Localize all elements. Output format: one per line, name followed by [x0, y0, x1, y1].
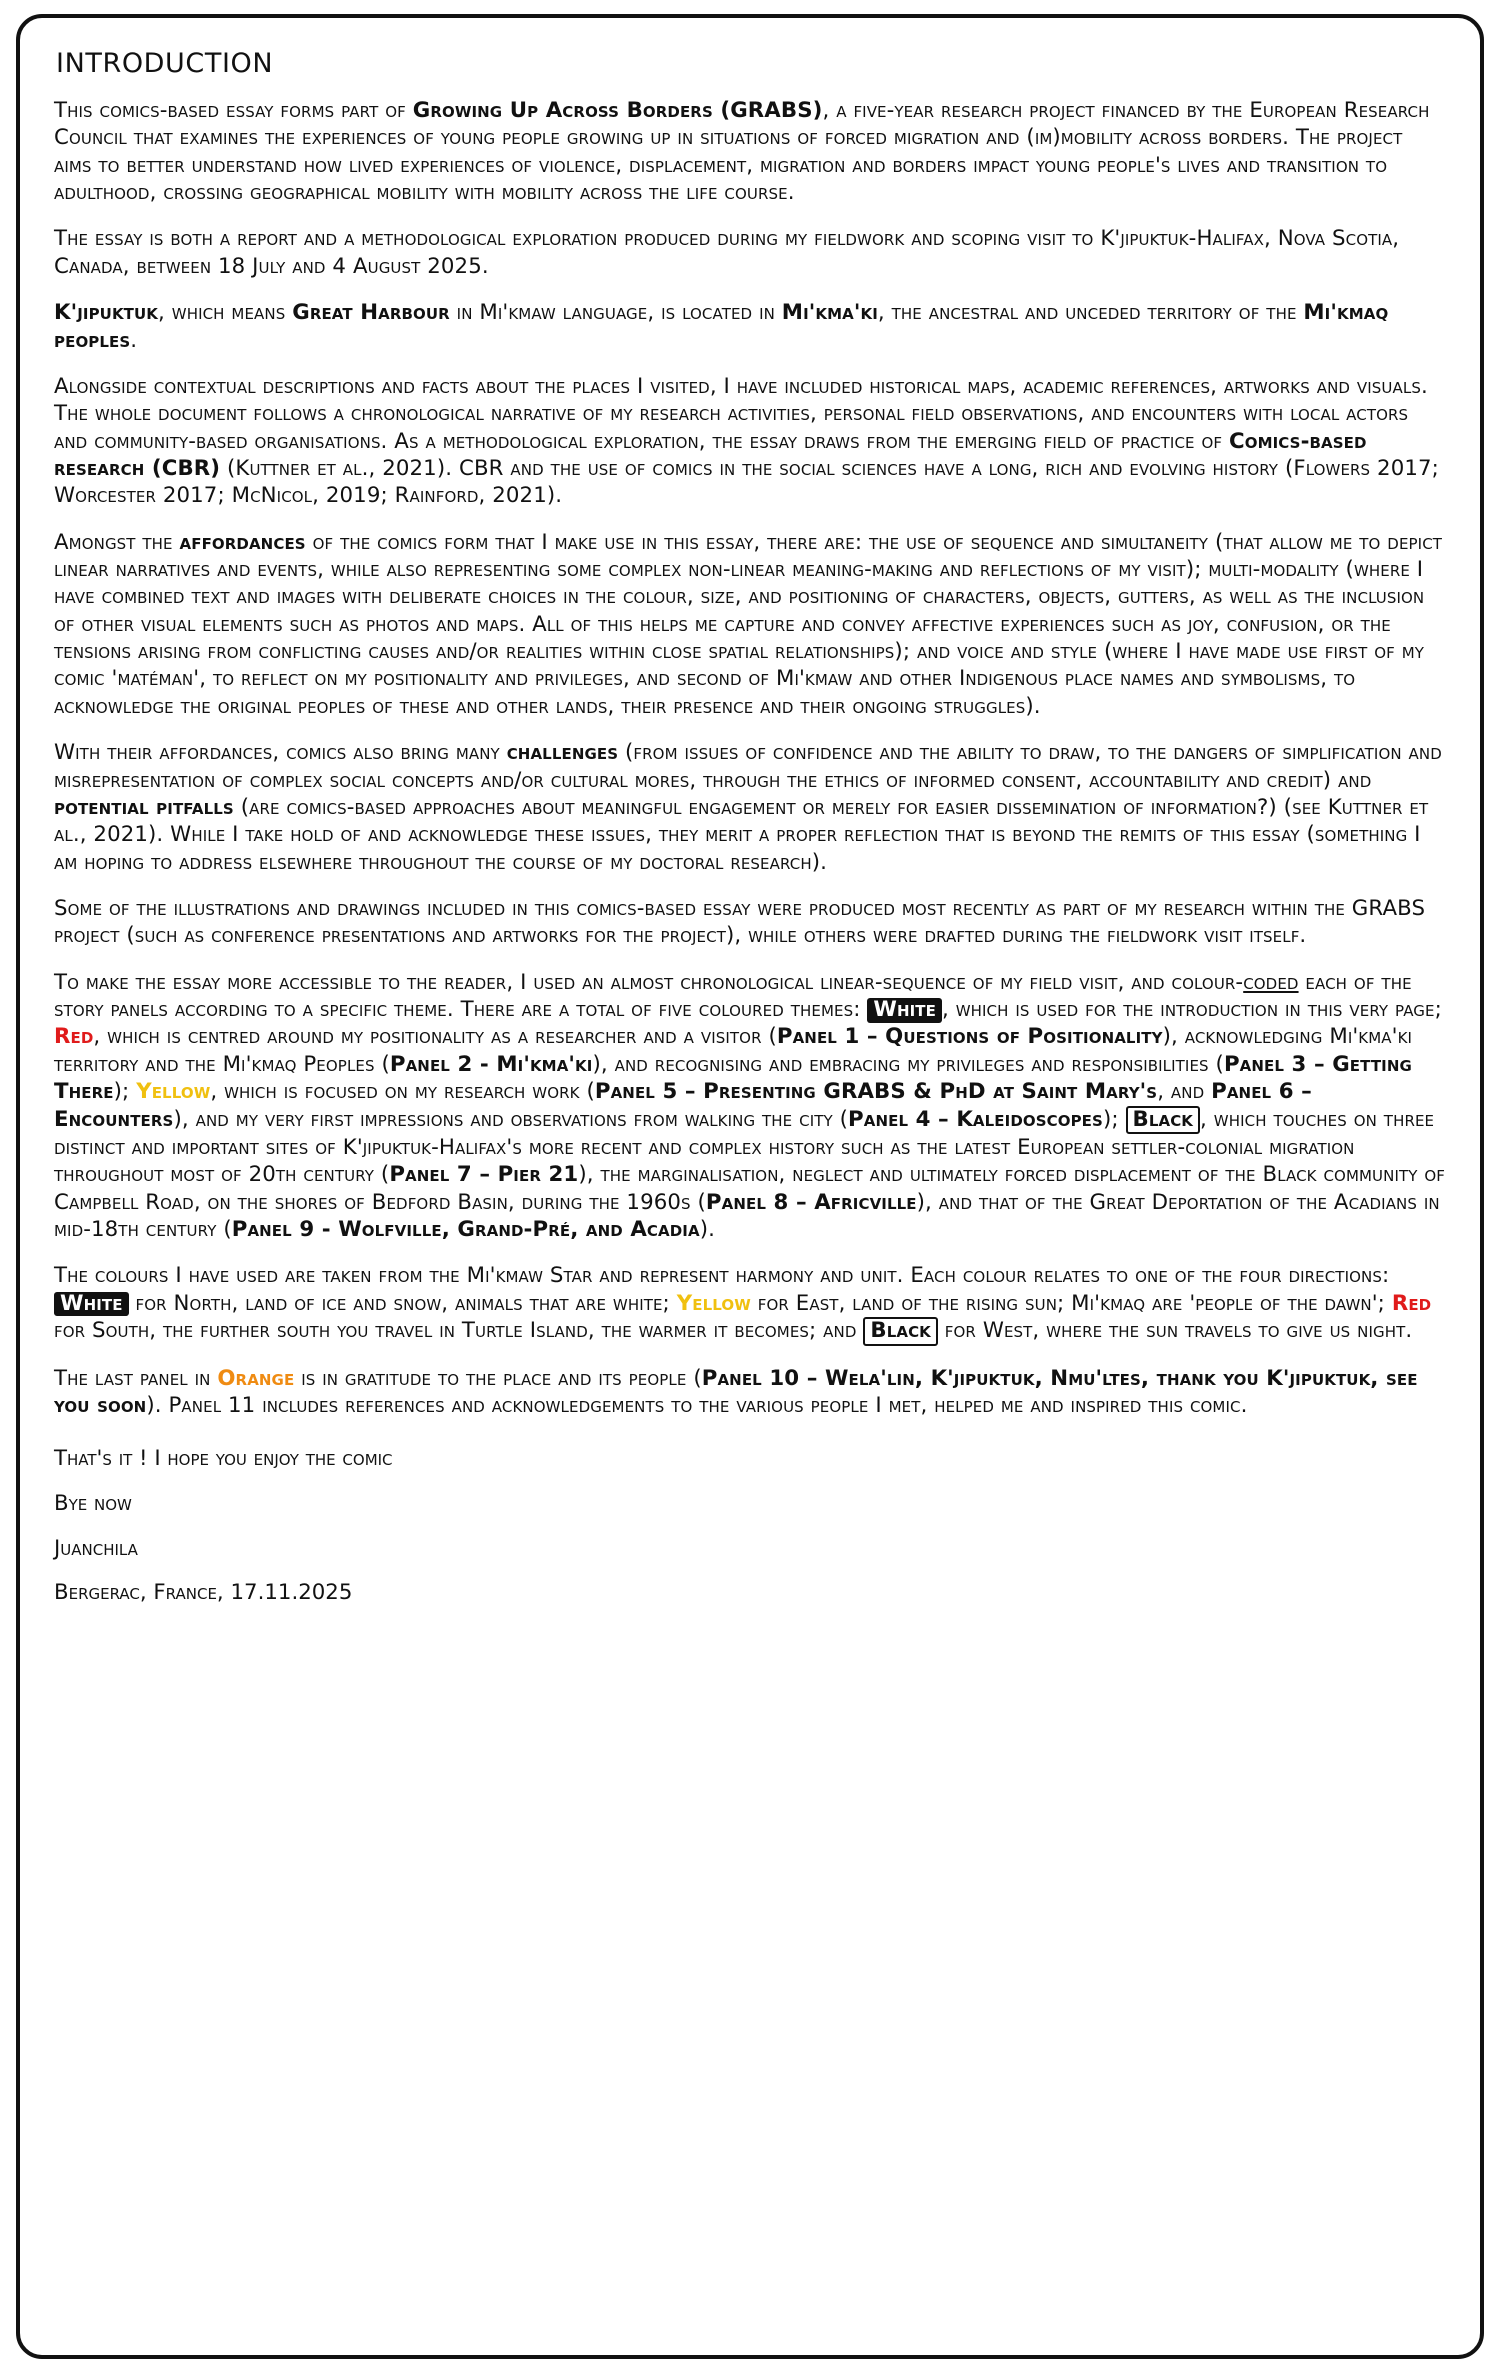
- colour-chip-orange: Orange: [217, 1365, 295, 1391]
- text-run: coded: [1243, 969, 1299, 995]
- text-run: for East, land of the rising sun; Mi'kmaq are 'people of the dawn';: [750, 1290, 1392, 1316]
- text-run: ), and my very first impressions and observations from walking the city (: [173, 1106, 849, 1132]
- text-run: , which touches on three distinct and important sites of K'jipuktuk-Halifax's more recent and complex history such as the latest European settler-colonial migration throughout most of 20th century (: [54, 1106, 1435, 1188]
- panel-ref-10: Panel 10 – Wela'lin, K'jipuktuk, Nmu'ltes, thank you K'jipuktuk, see you soon: [54, 1365, 1418, 1418]
- text-run: Great Harbour: [292, 300, 450, 326]
- text-run: ). Panel 11 includes references and acknowledgements to the various people I met, helped me and inspired this comic.: [146, 1392, 1248, 1418]
- panel-ref-9: Panel 9 - Wolfville, Grand-Pré, and Acadia: [231, 1217, 700, 1243]
- text-run: To make the essay more accessible to the reader, I used an almost chronological linear-sequence of my field visit, and colour-: [54, 969, 1244, 995]
- page-title: INTRODUCTION: [56, 48, 274, 79]
- text-run: in Mi'kmaw language, is located in: [449, 300, 782, 326]
- text-run: );: [113, 1079, 137, 1105]
- text-run: Mi'kmaq peoples: [54, 300, 1389, 353]
- signoff-line-1: That's it ! I hope you enjoy the comic: [54, 1446, 393, 1472]
- text-run: K'jipuktuk: [54, 300, 159, 326]
- paragraph-affordances: [54, 529, 1446, 721]
- text-run: ), and that of the Great Deportation of the Acadians in mid-18th century (: [54, 1189, 1440, 1243]
- text-run: of the comics form that I make use in this essay, there are: the use of sequence and simultaneity (that allow me to depict linear narratives and events, while also representing some complex non-linear meaning-making and reflections of my visit); multi-modality (where I have combined text and images with deliberate choices in the colour, size, and positioning of characters, objects, gutters, as well as the inclusion of other visual elements such as photos and maps. All of this helps me capture and convey affective experiences such as joy, confusion, or the tensions arising from conflicting causes and/or realities within close spatial relationships); and voice and style (where I have made use first of my comic 'matéman', to reflect on my positionality and privileges, and second of Mi'kmaw and other Indigenous place names and symbolisms, to acknowledge the original peoples of these and other lands, their presence and their ongoing struggles).: [54, 529, 1443, 719]
- text-run: Amongst the: [54, 529, 180, 555]
- term-cbr: Comics-based research (CBR): [54, 428, 1367, 481]
- paragraph-colour-themes: [54, 969, 1446, 1244]
- panel-ref-3: Panel 3 – Getting There: [54, 1051, 1412, 1105]
- signoff-place-date: Bergerac, France, 17.11.2025: [54, 1580, 353, 1606]
- paragraph-methodology: [54, 373, 1446, 510]
- panel-ref-8: Panel 8 – Africville: [705, 1189, 917, 1215]
- term-affordances: affordances: [179, 529, 306, 555]
- project-name: Growing Up Across Borders (GRABS): [412, 98, 823, 123]
- text-run: for North, land of ice and snow, animals that are white;: [128, 1290, 677, 1316]
- text-run: is in gratitude to the place and its people (: [294, 1365, 702, 1391]
- text-run: The last panel in: [54, 1365, 218, 1391]
- text-run: ), the marginalisation, neglect and ultimately forced displacement of the Black community of Campbell Road, on the shores of Bedford Basin, during the 1960s (: [54, 1162, 1446, 1215]
- text-run: , a five-year research project financed by the European Research Council that examines the experiences of young people growing up in situations of forced migration and (im)mobility across borders. The project aims to better understand how lived experiences of violence, displacement, migration and borders impact young people's lives and transition to adulthood, crossing geographical mobility with mobility across the life course.: [54, 98, 1430, 206]
- text-run: (Kuttner et al., 2021). CBR and the use of comics in the social sciences have a long, rich and evolving history (Flowers 2017; Worcester 2017; McNicol, 2019; Rainford, 2021).: [54, 455, 1439, 509]
- paragraph-project-intro: [54, 97, 1446, 206]
- text-run: , which means: [158, 300, 293, 326]
- colour-chip-black: Black: [1126, 1106, 1201, 1134]
- colour-chip-yellow: Yellow: [136, 1079, 211, 1105]
- introduction-panel: [16, 14, 1484, 2359]
- paragraph-challenges: [54, 739, 1446, 876]
- panel-ref-1: Panel 1 – Questions of Positionality: [776, 1024, 1163, 1050]
- signoff-line-2: Bye now: [54, 1491, 132, 1517]
- paragraph-essay-scope: The essay is both a report and a methodological exploration produced during my fieldwork and scoping visit to K'jipuktuk-Halifax, Nova Scotia, Canada, between 18 July and 4 August 2025.: [54, 226, 1400, 279]
- signoff-block: [54, 1445, 1446, 1607]
- text-run: ), and recognising and embracing my privileges and responsibilities (: [592, 1051, 1224, 1077]
- colour-chip-white: White: [867, 998, 942, 1022]
- colour-chip-red: Red: [54, 1024, 94, 1050]
- term-challenges: challenges: [506, 740, 619, 766]
- text-run: each of the story panels according to a specific theme. There are a total of five coloured themes:: [54, 969, 1412, 1023]
- panel-ref-5: Panel 5 – Presenting GRABS & PhD at Saint Mary's: [594, 1079, 1158, 1105]
- text-run: This comics-based essay forms part of: [54, 98, 413, 123]
- paragraph-kjipuktuk: [54, 299, 1446, 354]
- text-run: , the ancestral and unceded territory of the: [877, 300, 1304, 326]
- text-run: );: [1102, 1106, 1126, 1132]
- text-run: , which is used for the introduction in this very page;: [941, 997, 1442, 1023]
- text-run: for West, where the sun travels to give us night.: [937, 1318, 1413, 1344]
- text-run: for South, the further south you travel in Turtle Island, the warmer it becomes; and: [54, 1318, 864, 1344]
- text-run: The colours I have used are taken from the Mi'kmaw Star and represent harmony and unit. Each colour relates to one of the four directions:: [54, 1263, 1390, 1289]
- text-run: (are comics-based approaches about meaningful engagement or merely for easier dissemination of information?) (see Kuttner et al., 2021). While I take hold of and acknowledge these issues, they merit a proper reflection that is beyond the remits of this essay (something I am hoping to address elsewhere throughout the course of my doctoral research).: [54, 794, 1429, 875]
- text-run: (from issues of confidence and the ability to draw, to the dangers of simplification and misrepresentation of complex social concepts and/or cultural mores, through the ethics of informed consent, accountability and credit) and: [54, 740, 1442, 793]
- signoff-author: Juanchila: [54, 1535, 138, 1561]
- text-run: .: [130, 327, 138, 353]
- colour-chip-red-directions: Red: [1391, 1290, 1432, 1316]
- colour-chip-yellow-directions: Yellow: [676, 1290, 751, 1316]
- panel-ref-2: Panel 2 - Mi'kma'ki: [389, 1051, 593, 1077]
- panel-ref-7: Panel 7 – Pier 21: [389, 1162, 579, 1188]
- term-pitfalls: potential pitfalls: [54, 794, 234, 820]
- colour-chip-black-directions: Black: [863, 1317, 938, 1345]
- paragraph-mikmaw-star-colours: [54, 1262, 1446, 1345]
- text-run: , and: [1157, 1079, 1212, 1105]
- text-run: , which is centred around my positionality as a researcher and a visitor (: [93, 1024, 777, 1050]
- panel-ref-6: Panel 6 – Encounters: [54, 1079, 1312, 1132]
- text-run: ).: [699, 1217, 715, 1243]
- paragraph-illustrations: Some of the illustrations and drawings included in this comics-based essay were produced most recently as part of my research within the GRABS project (such as conference presentations and artworks for the project), while others were drafted during the fieldwork visit itself.: [54, 895, 1426, 949]
- colour-chip-white-directions: White: [54, 1292, 129, 1316]
- paragraph-last-panel: [54, 1365, 1446, 1420]
- panel-ref-4: Panel 4 – Kaleidoscopes: [848, 1106, 1103, 1132]
- text-run: ), acknowledging Mi'kma'ki territory and the Mi'kmaq Peoples (: [54, 1024, 1413, 1077]
- text-run: Mi'kma'ki: [781, 300, 878, 326]
- text-run: Alongside contextual descriptions and facts about the places I visited, I have included historical maps, academic references, artworks and visuals. The whole document follows a chronological narrative of my research activities, personal field observations, and encounters with local actors and community-based organisations. As a methodological exploration, the essay draws from the emerging field of practice of: [54, 373, 1428, 454]
- text-run: With their affordances, comics also bring many: [54, 740, 507, 766]
- text-run: , which is focused on my research work (: [210, 1079, 595, 1105]
